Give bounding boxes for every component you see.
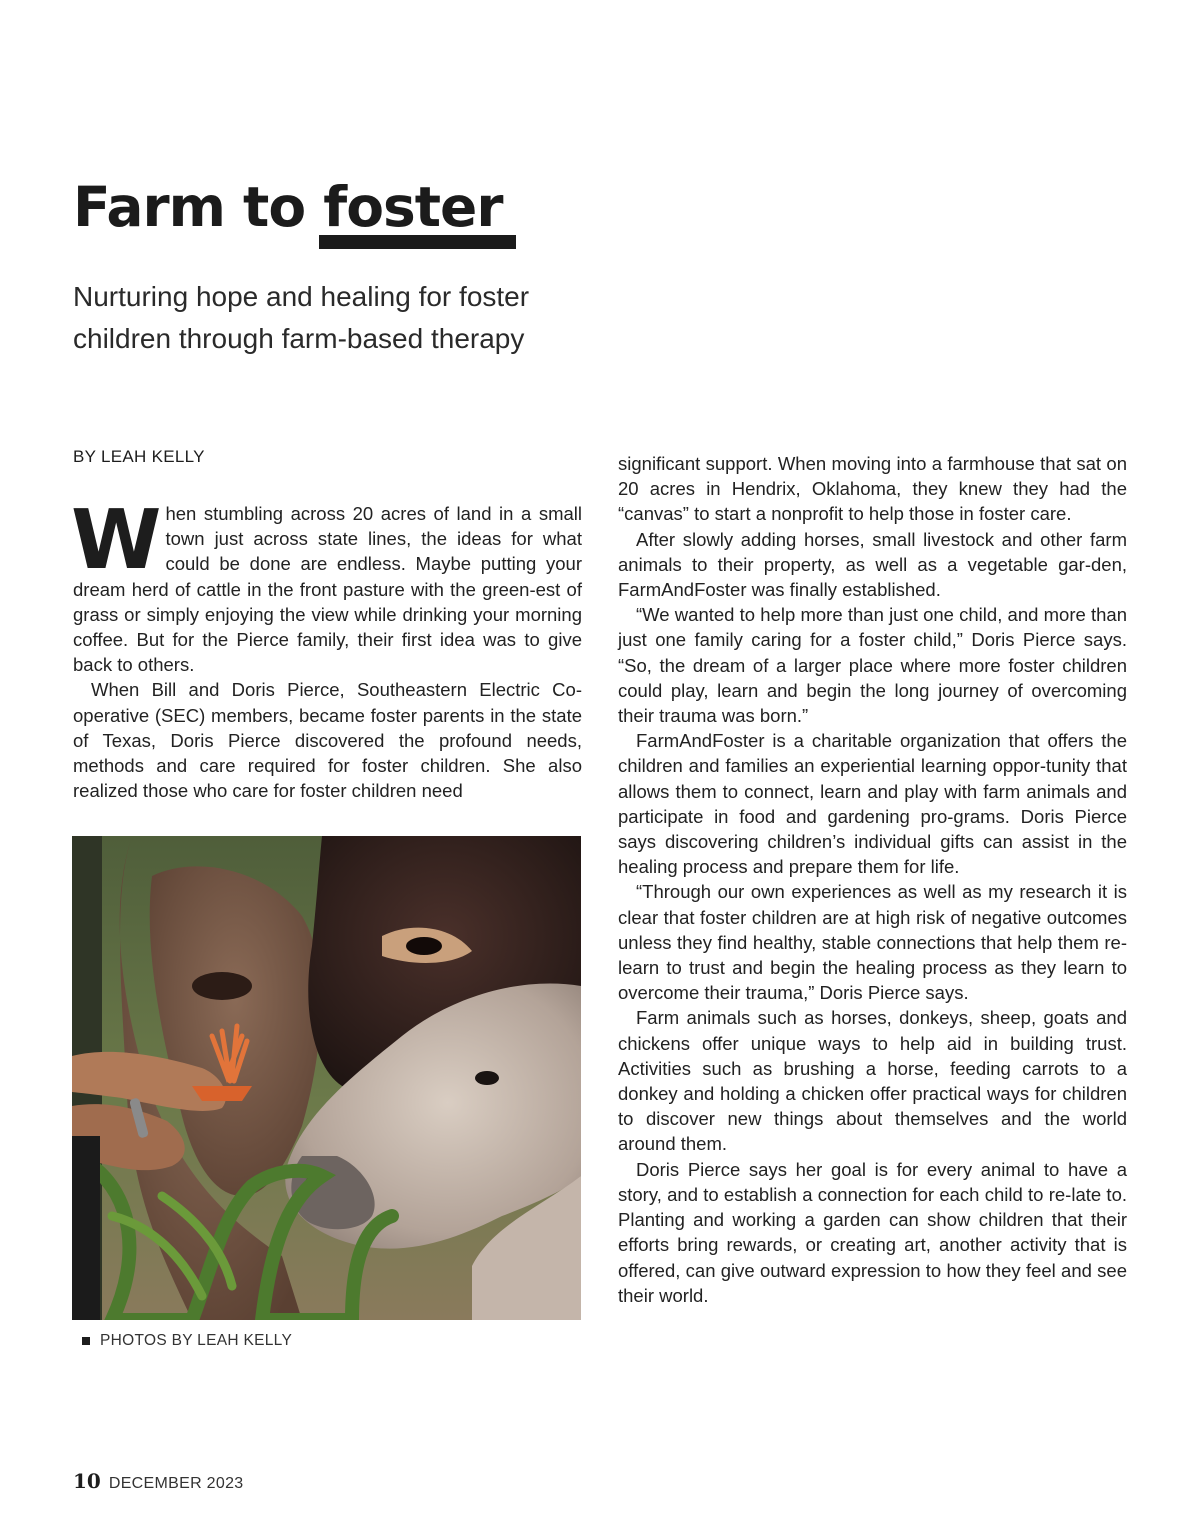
photo-caption (82, 1332, 292, 1350)
paragraph: “We wanted to help more than just one child, and more than just one family caring for a foster child,” Doris Pierce says. “So, the dream of a larger place where more foster children could play, learn and begin the long journey of overcoming their trauma was born.” (618, 604, 1127, 727)
paragraph: FarmAndFoster is a charitable organization that offers the children and families an experiential learning oppor-tunity that allows them to connect, learn and play with farm animals and participate in food and gardening pro-grams. Doris Pierce says discovering children’s individual gifts can assist in the healing process and prepare them for life. (618, 730, 1127, 878)
paragraph: When Bill and Doris Pierce, Southeastern Electric Co-operative (SEC) members, became foster parents in the state of Texas, Doris Pierce discovered the profound needs, methods and care required for foster children. She also realized those who care for foster children need (73, 679, 582, 802)
article-column-1 (71, 493, 582, 803)
caption-square-icon (82, 1337, 90, 1345)
article-title (73, 172, 502, 242)
byline: BY LEAH KELLY (73, 447, 205, 466)
title-part2-text: foster (323, 175, 503, 239)
donkeys-photo (72, 836, 581, 1320)
paragraph: significant support. When moving into a farmhouse that sat on 20 acres in Hendrix, Oklahoma, they knew they had the “canvas” to start a nonprofit to help those in foster care. (618, 453, 1127, 525)
paragraph: “Through our own experiences as well as my research it is clear that foster children are at high risk of negative outcomes unless they find healthy, stable connections that help them re-learn to trust and begin the healing process as they learn to overcome their trauma,” Doris Pierce says. (618, 881, 1127, 1004)
paragraph: Doris Pierce says her goal is for every animal to have a story, and to establish a connection for each child to re-late to. Planting and working a garden can show children that their efforts bring rewards, or creating art, another activity that is offered, can give outward expression to how they feel and see their world. (618, 1158, 1127, 1306)
paragraph (71, 493, 582, 677)
paragraph-text: hen stumbling across 20 acres of land in a small town just across state lines, the ideas for what could be done are endless. Maybe putting your dream herd of cattle in the front pasture with the green-est of grass or simply enjoying the view while drinking your morning coffee. But for the Pierce family, their first idea was to give back to others. (73, 503, 582, 676)
paragraph: After slowly adding horses, small livestock and other farm animals to their property, as well as a vegetable gar-den, FarmAndFoster was finally established. (618, 528, 1127, 601)
title-part1: Farm to (73, 175, 306, 239)
photo-credit: PHOTOS BY LEAH KELLY (100, 1332, 293, 1349)
article-column-2 (618, 451, 1127, 1308)
drop-cap: W (71, 493, 162, 588)
paragraph: Farm animals such as horses, donkeys, sheep, goats and chickens offer unique ways to help aid in building trust. Activities such as brushing a horse, feeding carrots to a donkey and holding a chicken offer practical ways for children to discover new things about themselves and the world around them. (618, 1007, 1127, 1155)
issue-date: DECEMBER 2023 (108, 1475, 244, 1492)
title-part2 (323, 172, 502, 242)
page-footer (73, 1469, 243, 1493)
page-number: 10 (73, 1469, 101, 1493)
article-subtitle: Nurturing hope and healing for foster children through farm-based therapy (73, 281, 530, 354)
